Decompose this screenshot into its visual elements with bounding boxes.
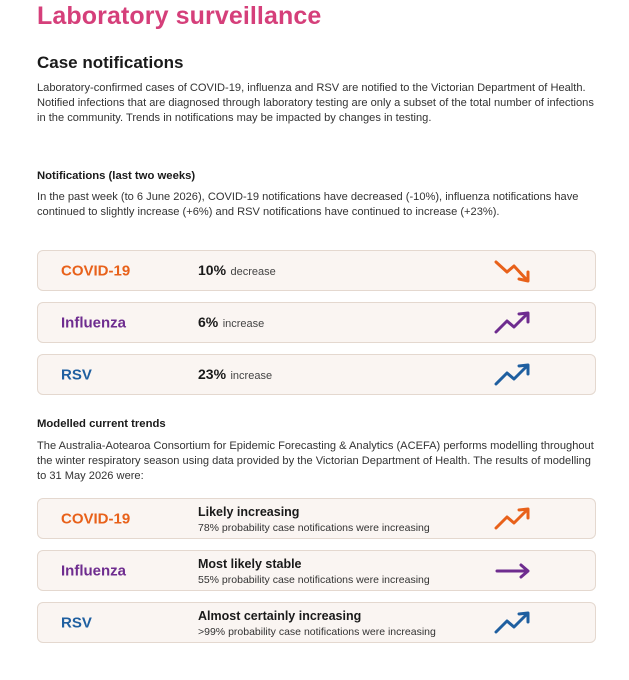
modelled-detail: >99% probability case notifications were increasing bbox=[198, 626, 436, 638]
modelled-card-covid19 bbox=[37, 498, 596, 539]
trend-up-icon bbox=[493, 609, 535, 637]
notifications-summary: In the past week (to 6 June 2026), COVID-19 notifications have decreased (-10%), influenza notifications have continued to slightly increase (+6%) and RSV notifications have continued to increase (+23%). bbox=[37, 191, 579, 218]
modelled-summary: The Australia-Aotearoa Consortium for Epidemic Forecasting & Analytics (ACEFA) performs modelling throughout the winter respiratory season using data provided by the Victorian Department of Health. The results of modelling to 31 May 2026 were: bbox=[37, 440, 594, 482]
notification-card-covid19 bbox=[37, 250, 596, 291]
notification-name: COVID-19 bbox=[61, 262, 131, 279]
modelled-detail: 55% probability case notifications were increasing bbox=[198, 574, 430, 586]
trend-up-icon bbox=[493, 309, 535, 337]
modelled-card-rsv bbox=[37, 602, 596, 643]
arrow-right-icon bbox=[493, 557, 535, 585]
notification-card-rsv bbox=[37, 354, 596, 395]
section-title-case-notifications: Case notifications bbox=[37, 53, 184, 72]
trend-up-icon bbox=[493, 361, 535, 389]
modelled-trend: Most likely stable bbox=[198, 557, 302, 571]
notification-name: Influenza bbox=[61, 314, 127, 331]
notification-value bbox=[198, 314, 264, 332]
modelled-name: COVID-19 bbox=[61, 510, 131, 527]
case-notifications-intro: Laboratory-confirmed cases of COVID-19, influenza and RSV are notified to the Victorian Department of Health. Notified infections that are diagnosed through laboratory testing are only a subset of the total number of infections in the community. Trends in notifications may be impacted by changes in testing. bbox=[37, 82, 594, 124]
notification-card-influenza bbox=[37, 302, 596, 343]
trend-up-icon bbox=[493, 505, 535, 533]
modelled-name: RSV bbox=[61, 614, 92, 631]
page-title: Laboratory surveillance bbox=[37, 2, 322, 30]
notification-value bbox=[198, 366, 272, 384]
notification-direction: decrease bbox=[230, 265, 276, 278]
modelled-heading: Modelled current trends bbox=[37, 418, 166, 430]
trend-down-icon bbox=[493, 257, 535, 285]
notification-percent: 6% bbox=[198, 313, 219, 330]
notification-direction: increase bbox=[230, 369, 273, 382]
modelled-card-influenza bbox=[37, 550, 596, 591]
modelled-name: Influenza bbox=[61, 562, 127, 579]
modelled-trend: Likely increasing bbox=[198, 505, 300, 519]
notification-direction: increase bbox=[222, 317, 265, 330]
notification-value bbox=[198, 262, 276, 280]
modelled-trend: Almost certainly increasing bbox=[198, 609, 362, 623]
notification-name: RSV bbox=[61, 366, 92, 383]
notification-percent: 10% bbox=[198, 261, 227, 278]
notifications-heading: Notifications (last two weeks) bbox=[37, 170, 196, 182]
notification-percent: 23% bbox=[198, 365, 227, 382]
modelled-detail: 78% probability case notifications were increasing bbox=[198, 522, 430, 534]
